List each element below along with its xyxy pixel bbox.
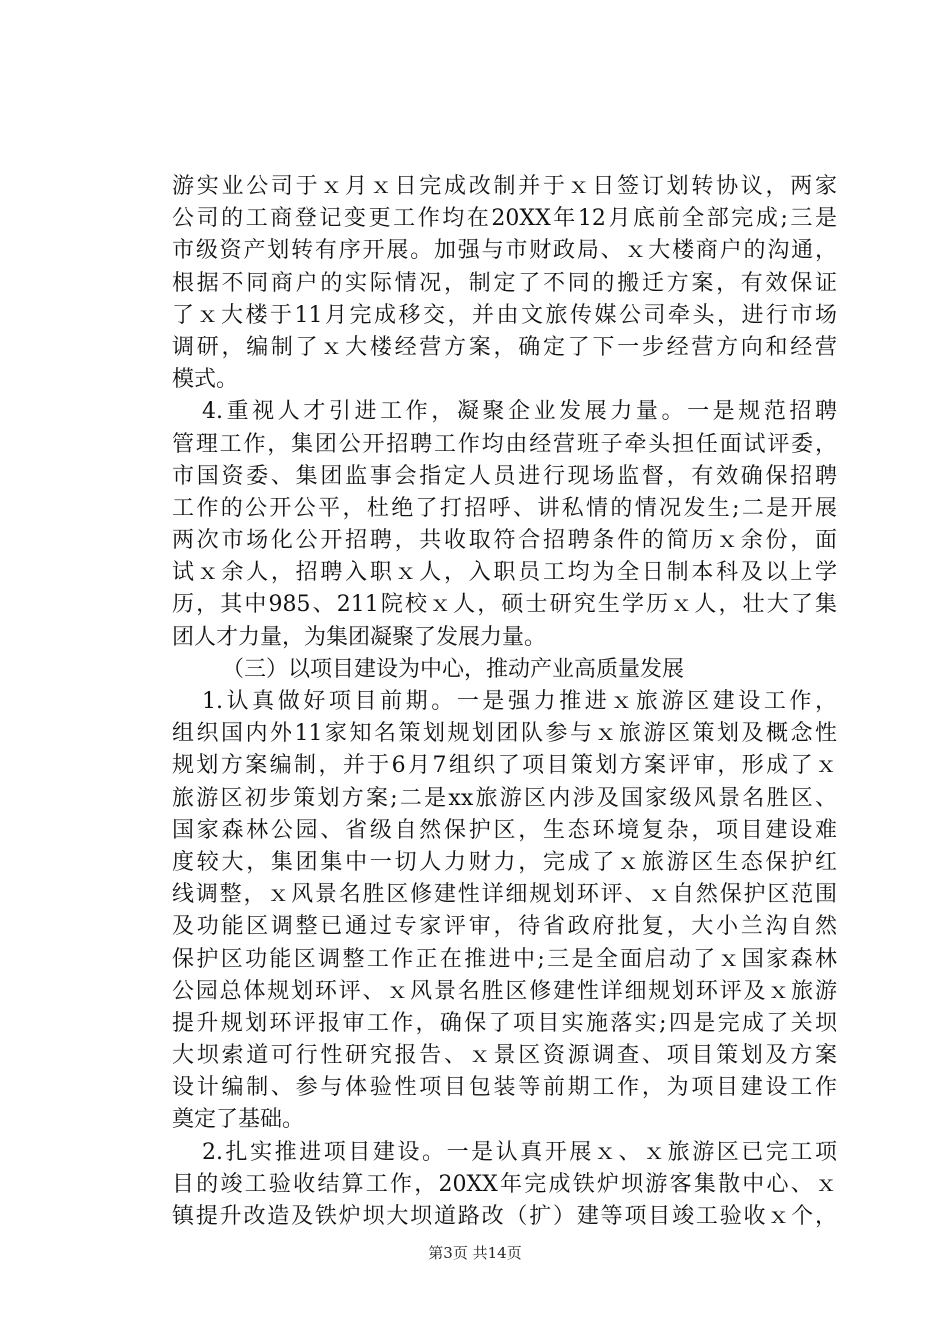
text-line: 管理工作，集团公开招聘工作均由经营班子牵头担任面试评委， bbox=[172, 431, 837, 457]
text-line: 游实业公司于ｘ月ｘ日完成改制并于ｘ日签订划转协议，两家 bbox=[172, 174, 837, 199]
text-line: 规划方案编制，并于6月7组织了项目策划方案评审，形成了ｘ bbox=[172, 753, 837, 779]
text-line: 市级资产划转有序开展。加强与市财政局、ｘ大楼商户的沟通， bbox=[172, 238, 837, 264]
text-line: 线调整，ｘ风景名胜区修建性详细规划环评、ｘ自然保护区范围 bbox=[172, 882, 837, 908]
document-body bbox=[172, 171, 837, 1233]
text-line: 设计编制、参与体验性项目包装等前期工作，为项目建设工作 bbox=[172, 1075, 837, 1101]
text-line: 试ｘ余人，招聘入职ｘ人，入职员工均为全日制本科及以上学 bbox=[172, 560, 837, 586]
page-number-footer: 第3页 共14页 bbox=[428, 1244, 522, 1262]
paragraph-start-line: 4.重视人才引进工作，凝聚企业发展力量。一是规范招聘 bbox=[202, 399, 837, 425]
text-line: 团人才力量，为集团凝聚了发展力量。 bbox=[172, 624, 547, 650]
text-line: 镇提升改造及铁炉坝大坝道路改（扩）建等项目竣工验收ｘ个， bbox=[172, 1204, 837, 1229]
text-line: 公园总体规划环评、ｘ风景名胜区修建性详细规划环评及ｘ旅游 bbox=[172, 978, 837, 1004]
text-line: 根据不同商户的实际情况，制定了不同的搬迁方案，有效保证 bbox=[172, 270, 837, 296]
paragraph-start-line: 1.认真做好项目前期。一是强力推进ｘ旅游区建设工作， bbox=[202, 689, 837, 714]
text-line: 工作的公开公平，杜绝了打招呼、讲私情的情况发生;二是开展 bbox=[172, 495, 837, 521]
text-line: 保护区功能区调整工作正在推进中;三是全面启动了ｘ国家森林 bbox=[172, 946, 837, 972]
text-line: 公司的工商登记变更工作均在20XX年12月底前全部完成;三是 bbox=[172, 206, 837, 232]
text-line: 国家森林公园、省级自然保护区，生态环境复杂，项目建设难 bbox=[172, 817, 837, 843]
text-line: 及功能区调整已通过专家评审，待省政府批复，大小兰沟自然 bbox=[172, 914, 837, 940]
text-line: 组织国内外11家知名策划规划团队参与ｘ旅游区策划及概念性 bbox=[172, 721, 837, 747]
paragraph-start-line: 2.扎实推进项目建设。一是认真开展ｘ、ｘ旅游区已完工项 bbox=[202, 1139, 837, 1165]
section-heading: （三）以项目建设为中心，推动产业高质量发展 bbox=[222, 656, 685, 682]
text-line: 市国资委、集团监事会指定人员进行现场监督，有效确保招聘 bbox=[172, 463, 837, 489]
text-line: 提升规划环评报审工作，确保了项目实施落实;四是完成了关坝 bbox=[172, 1010, 837, 1036]
text-line: 模式。 bbox=[172, 367, 239, 393]
text-line: 历，其中985、211院校ｘ人，硕士研究生学历ｘ人，壮大了集 bbox=[172, 592, 837, 618]
text-line: 旅游区初步策划方案;二是xx旅游区内涉及国家级风景名胜区、 bbox=[172, 785, 837, 811]
text-line: 大坝索道可行性研究报告、ｘ景区资源调查、项目策划及方案 bbox=[172, 1043, 837, 1069]
text-line: 目的竣工验收结算工作，20XX年完成铁炉坝游客集散中心、ｘ bbox=[172, 1171, 837, 1197]
text-line: 两次市场化公开招聘，共收取符合招聘条件的简历ｘ余份，面 bbox=[172, 528, 837, 554]
text-line: 了ｘ大楼于11月完成移交，并由文旅传媒公司牵头，进行市场 bbox=[172, 302, 837, 328]
text-line: 度较大，集团集中一切人力财力，完成了ｘ旅游区生态保护红 bbox=[172, 849, 837, 875]
text-line: 调研，编制了ｘ大楼经营方案，确定了下一步经营方向和经营 bbox=[172, 334, 837, 360]
text-line: 奠定了基础。 bbox=[172, 1107, 305, 1133]
